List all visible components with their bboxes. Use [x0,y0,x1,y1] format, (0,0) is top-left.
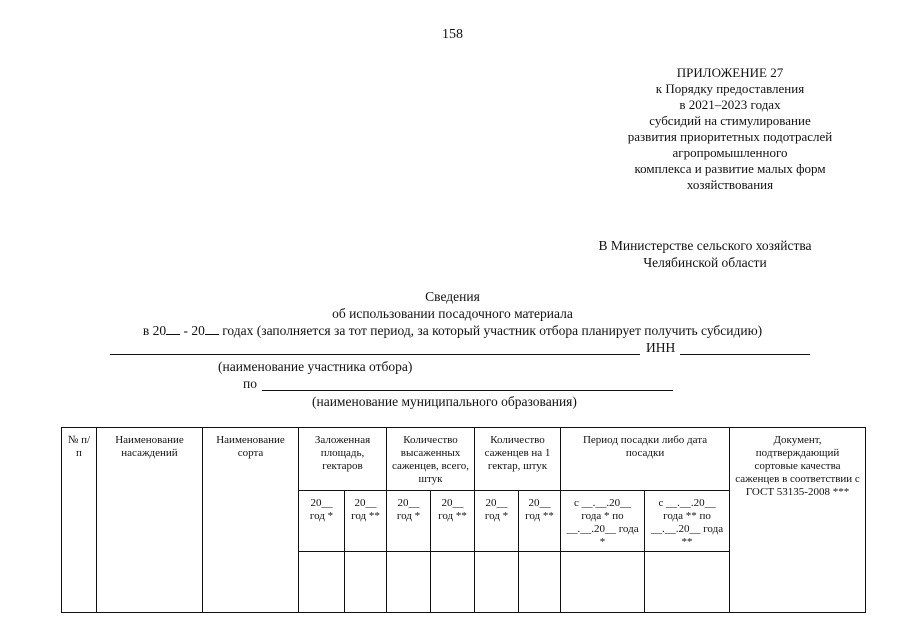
empty-cell[interactable] [561,552,645,613]
subheader-area-year1: 20__ год * [299,491,345,552]
subheader-area-year2: 20__ год ** [345,491,387,552]
appendix-line: агропромышленного [672,145,788,160]
municipality-caption: (наименование муниципального образования) [312,394,577,409]
subheader-period1: с __.__.20__ года * по __.__.20__ года * [561,491,645,552]
empty-cell[interactable] [299,552,345,613]
header-period: Период посадки либо дата посадки [561,428,730,491]
inn-label: ИНН [646,340,676,355]
appendix-line: в 2021–2023 годах [679,97,781,112]
header-seedlings-per-ha: Количество саженцев на 1 гектар, штук [475,428,561,491]
municipality-prefix: по [243,376,257,391]
empty-cell[interactable] [475,552,519,613]
subheader-total-year1: 20__ год * [387,491,431,552]
addressee-line: Челябинской области [643,255,767,270]
header-seedlings-total: Количество высаженных саженцев, всего, штук [387,428,475,491]
report-title: Сведения [425,289,480,304]
participant-name-field[interactable] [110,354,640,355]
header-plantings: Наименование насаждений [97,428,203,613]
appendix-line: развития приоритетных подотраслей [627,129,833,144]
subheader-total-year2: 20__ год ** [431,491,475,552]
subheader-perha-year2: 20__ год ** [519,491,561,552]
seedlings-table [61,427,866,613]
header-area: Заложенная площадь, гектаров [299,428,387,491]
header-document: Документ, подтверждающий сортовые качества саженцев в соответствии с ГОСТ 53135-2008 *** [730,428,866,613]
empty-cell[interactable] [387,552,431,613]
appendix-line: субсидий на стимулирование [649,113,811,128]
header-variety: Наименование сорта [203,428,299,613]
empty-cell[interactable] [645,552,730,613]
empty-cell[interactable] [431,552,475,613]
year-end-blank[interactable] [205,322,219,335]
inn-field[interactable] [680,354,810,355]
addressee-block [560,237,850,271]
appendix-block [600,65,860,193]
appendix-line: к Порядку предоставления [655,81,805,96]
year-start-blank[interactable] [166,322,180,335]
appendix-line: ПРИЛОЖЕНИЕ 27 [676,65,784,80]
subheader-period2: с __.__.20__ года ** по __.__.20__ года ** [645,491,730,552]
appendix-line: хозяйствования [686,177,774,192]
addressee-line: В Министерстве сельского хозяйства [598,238,812,253]
subheader-perha-year1: 20__ год * [475,491,519,552]
participant-caption: (наименование участника отбора) [218,359,413,374]
page-number: 158 [442,27,463,42]
report-subtitle: об использовании посадочного материала [332,306,573,321]
appendix-line: комплекса и развитие малых форм [634,161,826,176]
header-number: № п/п [62,428,97,613]
report-period: в 20 - 20 годах (заполняется за тот период, за который участник отбора планирует получить субсидию) [142,323,763,338]
municipality-field[interactable] [262,390,673,391]
empty-cell[interactable] [519,552,561,613]
empty-cell[interactable] [345,552,387,613]
report-heading [0,288,905,339]
